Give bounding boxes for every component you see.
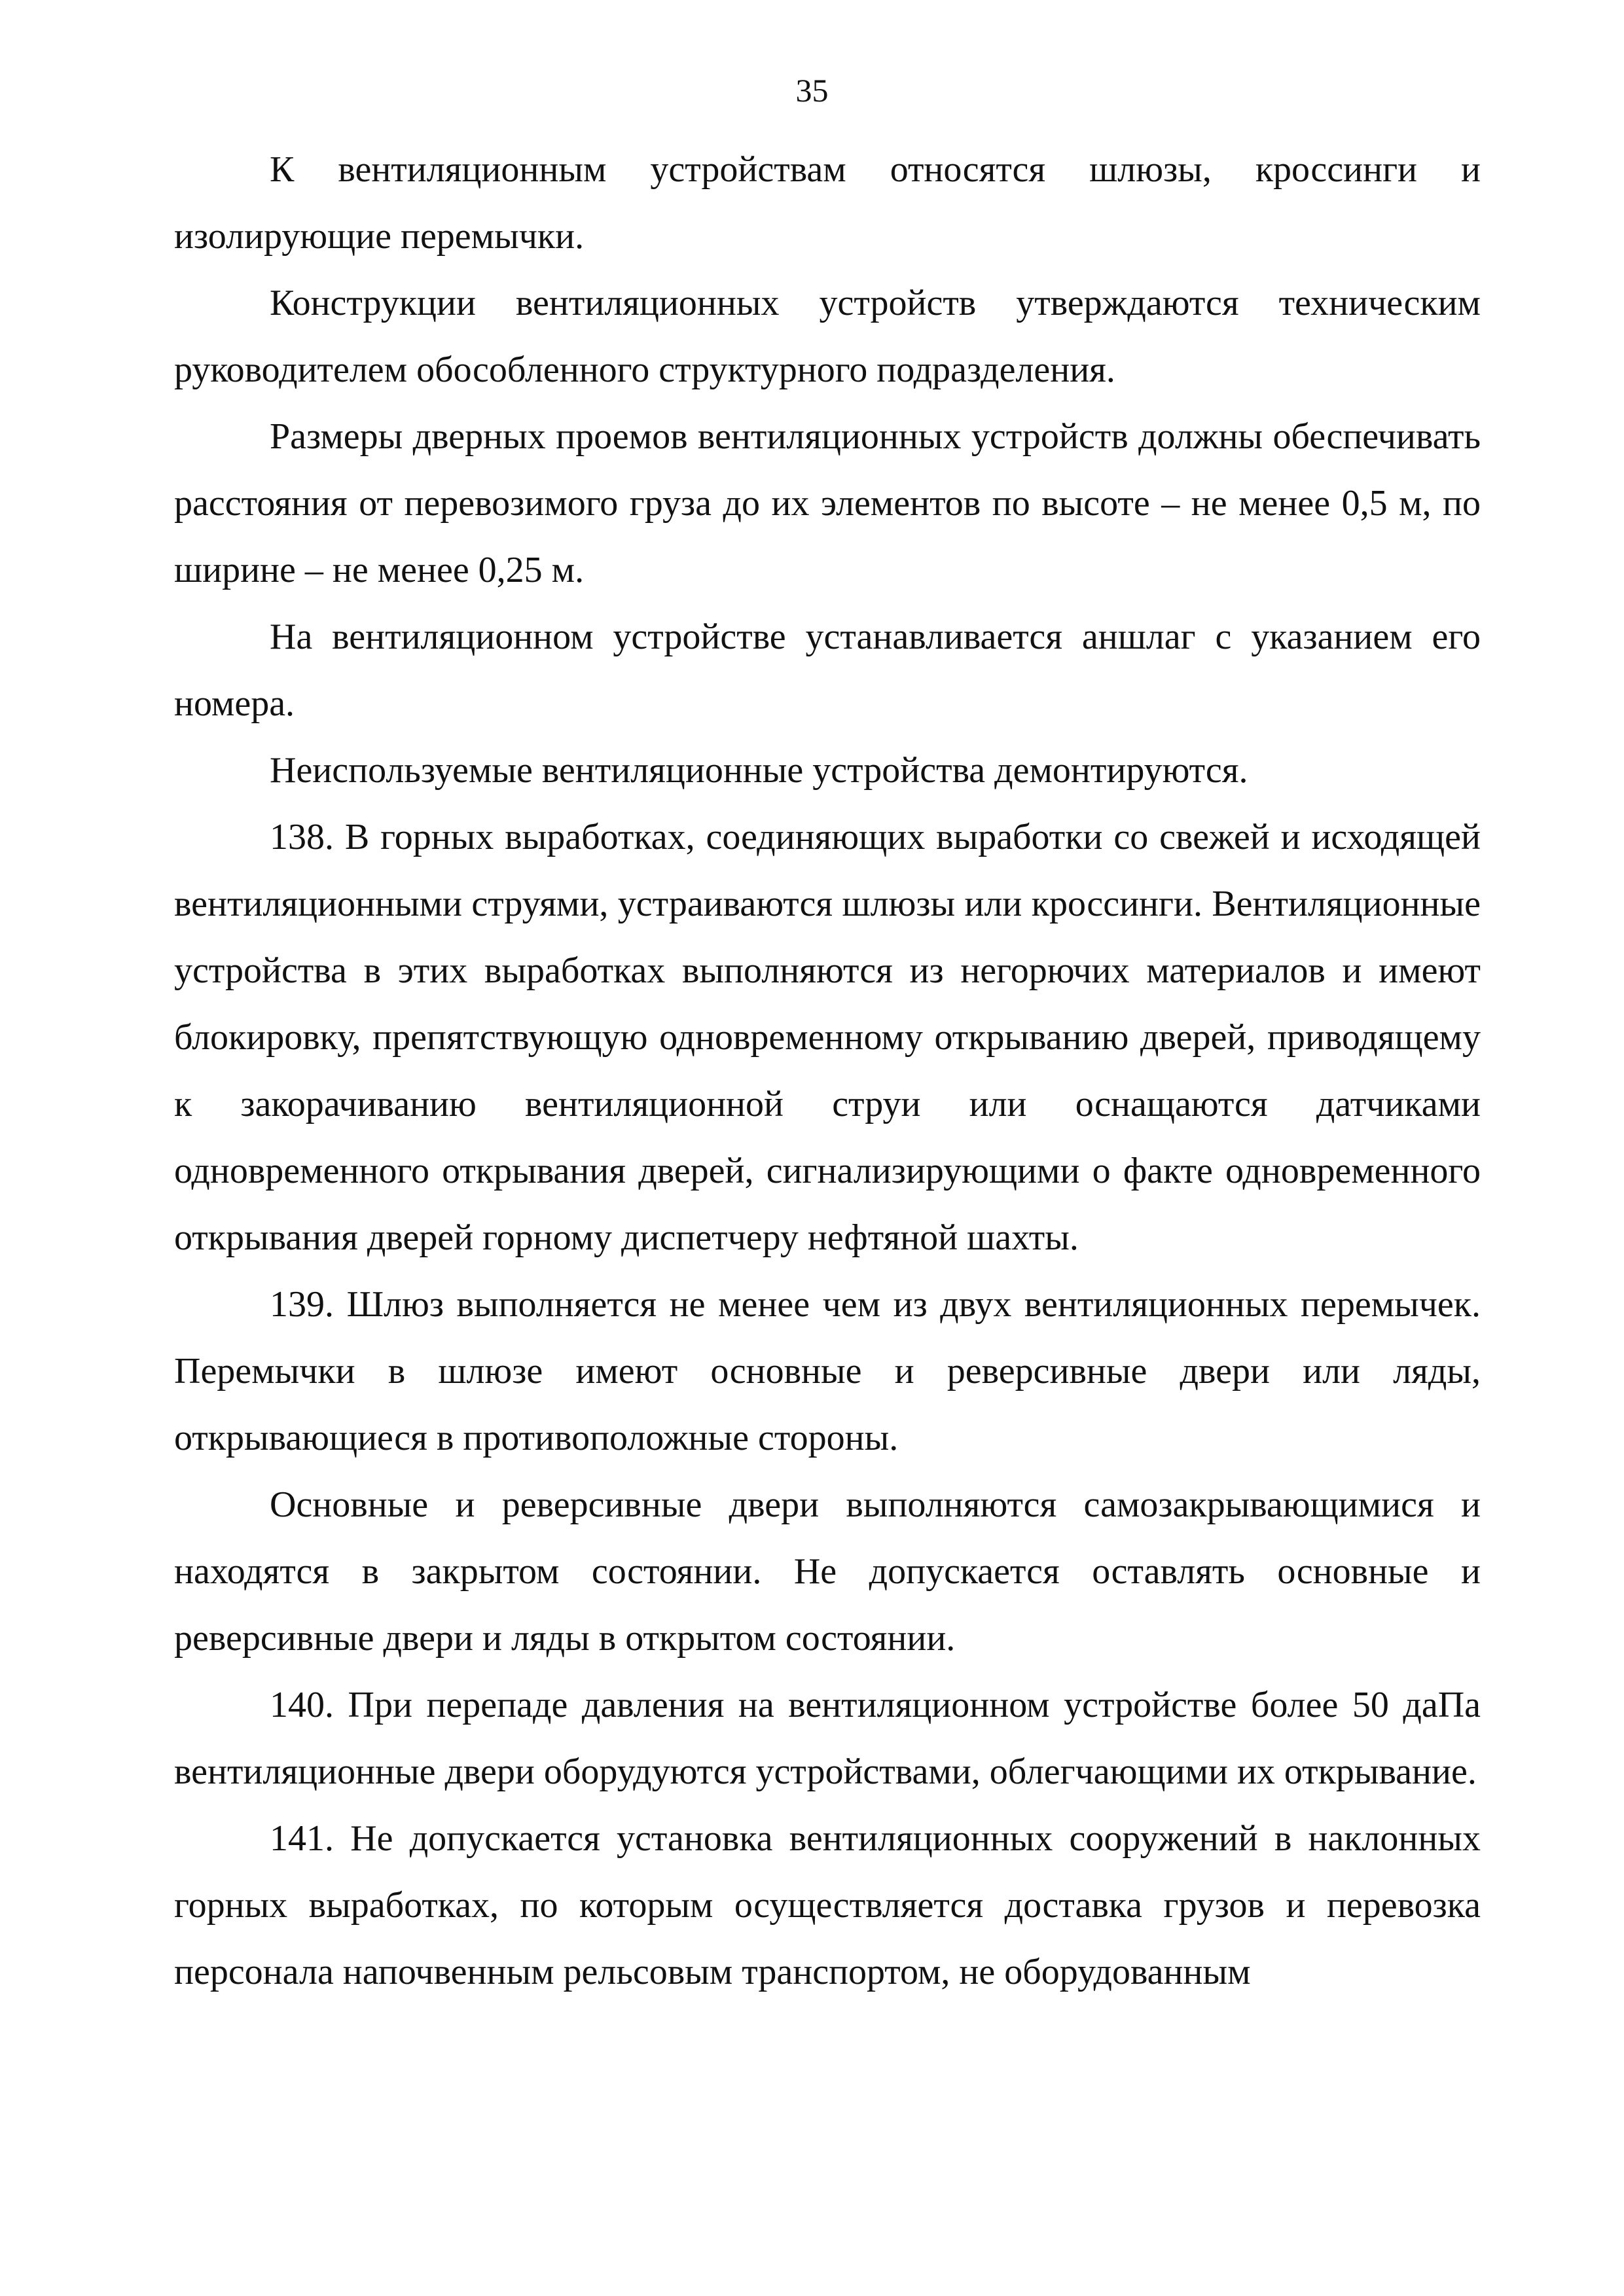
paragraph-main-reverse-doors: Основные и реверсивные двери выполняются самозакрывающимися и находятся в закрытом состоянии. Не допускается оставлять основные и реверсивные двери и ляды в открытом состоянии. xyxy=(174,1484,1481,1659)
paragraph-sign-number: На вентиляционном устройстве устанавливается аншлаг с указанием его номера. xyxy=(174,617,1481,724)
paragraph-141: 141. Не допускается установка вентиляционных сооружений в наклонных горных выработках, по которым осуществляется доставка грузов и перевозка персонала напочвенным рельсовым транспортом, не оборудованным xyxy=(174,1818,1481,1992)
document-body xyxy=(174,136,1481,2005)
paragraph-139: 139. Шлюз выполняется не менее чем из двух вентиляционных перемычек. Перемычки в шлюзе имеют основные и реверсивные двери или ляды, открывающиеся в противоположные стороны. xyxy=(174,1284,1481,1458)
paragraph-ventilation-devices-list: К вентиляционным устройствам относятся шлюзы, кроссинги и изолирующие перемычки. xyxy=(174,149,1481,257)
paragraph-constructions-approval: Конструкции вентиляционных устройств утверждаются техническим руководителем обособленного структурного подразделения. xyxy=(174,283,1481,390)
paragraph-138: 138. В горных выработках, соединяющих выработки со свежей и исходящей вентиляционными струями, устраиваются шлюзы или кроссинги. Вентиляционные устройства в этих выработках выполняются из негорючих материалов и имеют блокировку, препятствующую одновременному открыванию дверей, приводящему к закорачиванию вентиляционной струи или оснащаются датчиками одновременного открывания дверей, сигнализирующими о факте одновременного открывания дверей горному диспетчеру нефтяной шахты. xyxy=(174,817,1481,1258)
paragraph-140: 140. При перепаде давления на вентиляционном устройстве более 50 даПа вентиляционные двери оборудуются устройствами, облегчающими их открывание. xyxy=(174,1685,1481,1792)
paragraph-unused-devices: Неиспользуемые вентиляционные устройства демонтируются. xyxy=(270,750,1248,791)
paragraph-door-dimensions: Размеры дверных проемов вентиляционных устройств должны обеспечивать расстояния от перевозимого груза до их элементов по высоте – не менее 0,5 м, по ширине – не менее 0,25 м. xyxy=(174,416,1481,590)
page-number: 35 xyxy=(795,72,829,109)
